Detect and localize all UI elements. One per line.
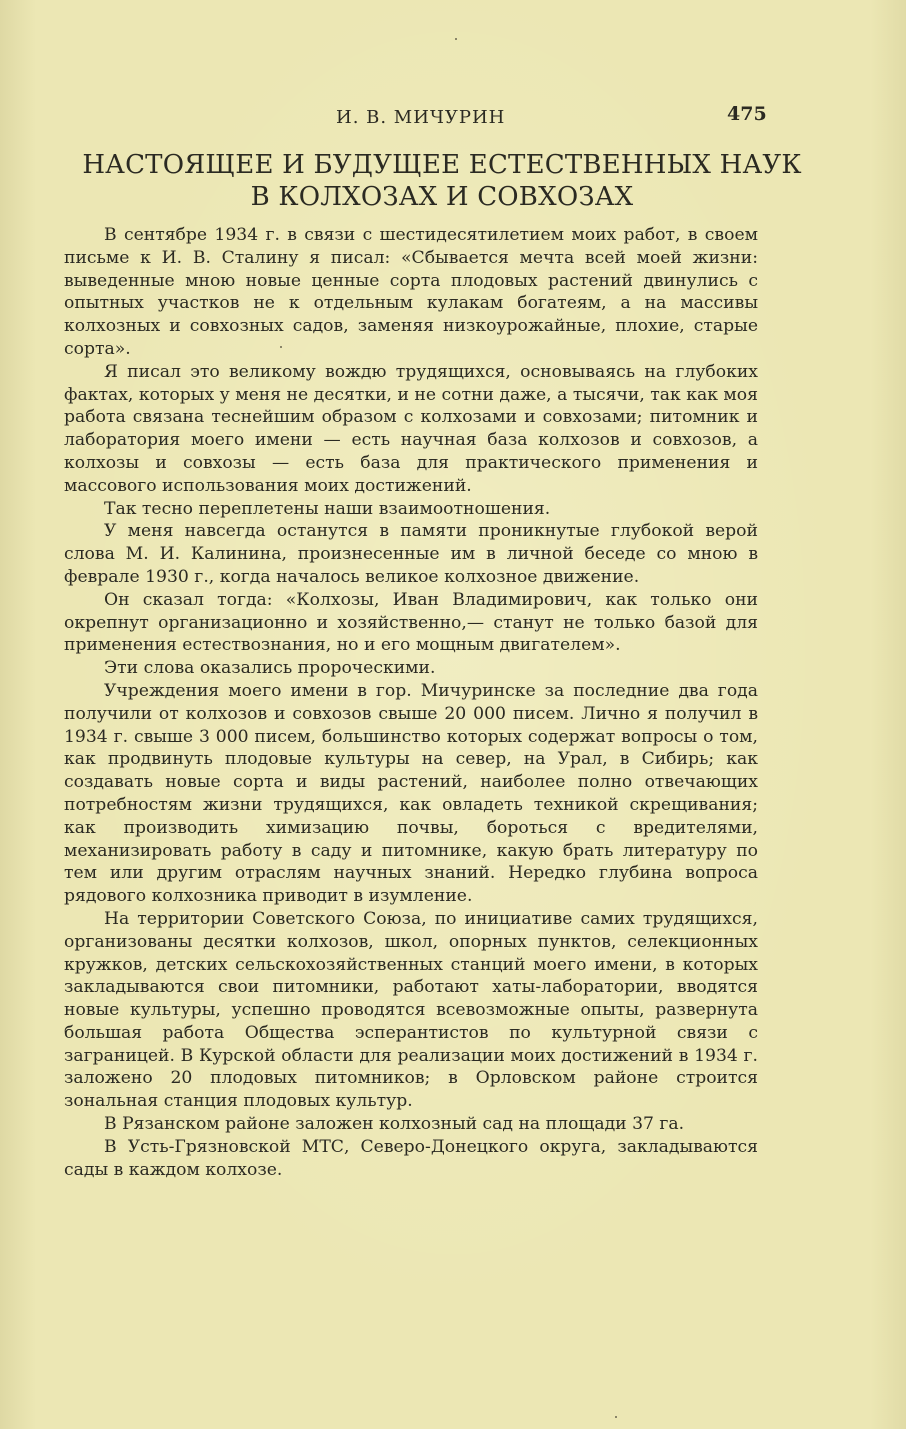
paragraph: На территории Советского Союза, по инициативе самих трудящихся, организованы десятки колхозов, школ, опорных пунктов, селекционных кружков, детских сельскохозяйственных станций моего имени, в которых закладываются свои питомники, работают хаты-лаборатории, вводятся новые культуры, успешно проводятся всевозможные опыты, развернута большая работа Общества эсперантистов по культурной связи с заграницей. В Курской области для реализации моих достижений в 1934 г. заложено 20 плодовых питомников; в Орловском районе строится зональная станция плодовых культур. [64,908,758,1112]
article-title-line-2: В КОЛХОЗАХ И СОВХОЗАХ [250,182,634,212]
paragraph: Так тесно переплетены наши взаимоотношения. [104,498,551,519]
running-head: И. В. МИЧУРИН [336,107,506,128]
paragraph: Я писал это великому вождю трудящихся, основываясь на глубоких фактах, которых у меня не десятки, и не сотни даже, а тысячи, так как моя работа связана теснейшим образом с колхозами и совхозами; питомник и лаборатория моего имени — есть научная база колхозов и совхозов, а колхозы и совхозы — есть база для практического применения и массового использования моих достижений. [64,361,758,496]
paragraph: В Рязанском районе заложен колхозный сад на площади 37 га. [104,1114,685,1135]
paragraph: Эти слова оказались пророческими. [104,658,436,679]
paper-speck [615,1416,617,1418]
paragraph: Он сказал тогда: «Колхозы, Иван Владимирович, как только они окрепнут организационно и хозяйственно,— станут не только базой для применения естествознания, но и его мощным двигателем». [64,589,758,656]
paragraph: У меня навсегда останутся в памяти проникнутые глубокой верой слова М. И. Калинина, произнесенные им в личной беседе со мною в феврале 1930 г., когда началось великое колхозное движение. [64,521,758,587]
paragraph: В сентябре 1934 г. в связи с шестидесятилетием моих работ, в своем письме к И. В. Сталину я писал: «Сбывается мечта всей моей жизни: выведенные мною новые ценные сорта плодовых растений двинулись с опытных участков не к отдельным кулакам богатеям, а на массивы колхозных и совхозных садов, заменяя низкоурожайные, плохие, старые сорта». [64,225,758,359]
paragraph: Учреждения моего имени в гор. Мичуринске за последние два года получили от колхозов и совхозов свыше 20 000 писем. Лично я получил в 1934 г. свыше 3 000 писем, большинство которых содержат вопросы о том, как продвинуть плодовые культуры на север, на Урал, в Сибирь; как создавать новые сорта и виды растений, наиболее полно отвечающих потребностям жизни трудящихся, как овладеть техникой скрещивания; как производить химизацию почвы, бороться с вредителями, механизировать работу в саду и питомнике, какую брать литературу по тем или другим отраслям научных знаний. Нередко глубина вопроса рядового колхозника приводит в изумление. [64,680,758,907]
article-body [64,224,758,1181]
article-title-line-1: НАСТОЯЩЕЕ И БУДУЩЕЕ ЕСТЕСТВЕННЫХ НАУК [82,150,802,180]
page-number: 475 [727,103,767,125]
paragraph: В Усть-Грязновской МТС, Северо-Донецкого округа, закладываются сады в каждом колхозе. [64,1136,758,1180]
paper-speck [455,38,457,40]
paper-speck [280,346,282,348]
